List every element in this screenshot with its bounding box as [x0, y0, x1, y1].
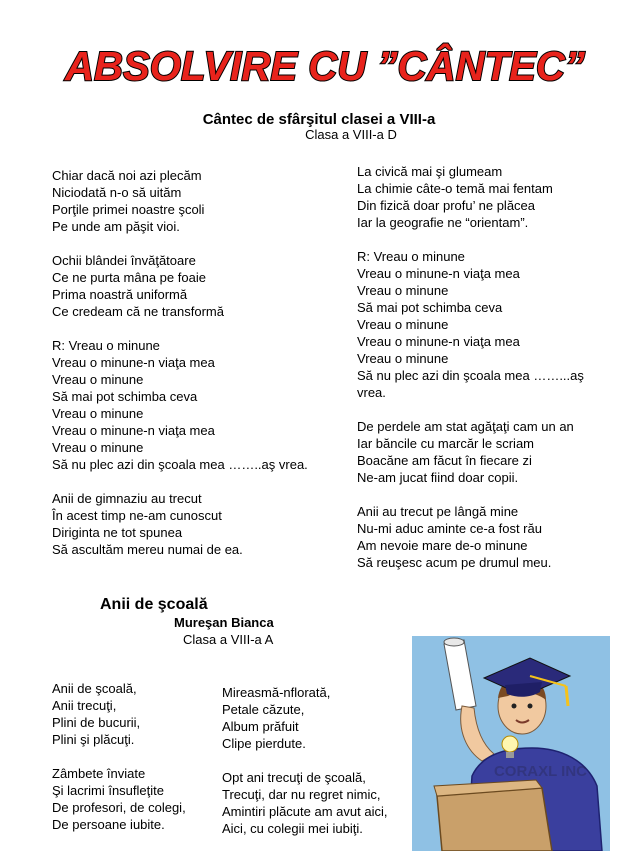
stanza [52, 765, 222, 833]
poem-line: Să ascultăm mereu numai de ea. [52, 542, 243, 557]
banner-title [60, 36, 590, 92]
poem-line: Vreau o minune-n viaţa mea [357, 334, 520, 349]
poem-line: În acest timp ne-am cunoscut [52, 508, 222, 523]
poem-line: Vreau o minune [357, 351, 449, 366]
poem-line: Petale căzute, [222, 702, 305, 717]
poem-line: Album prăfuit [222, 719, 299, 734]
poem2-title: Anii de şcoală [100, 596, 208, 613]
poem-line: Ce ne purta mâna pe foaie [52, 270, 206, 285]
poem1-left-column [52, 167, 342, 575]
song-subtitle: Cântec de sfârşitul clasei a VIII-a [202, 111, 436, 128]
poem-line: Să mai pot schimba ceva [357, 300, 503, 315]
poem-line: Trecuţi, dar nu regret nimic, [222, 787, 381, 802]
stanza [52, 680, 222, 748]
poem-line: Plini de bucurii, [52, 715, 141, 730]
poem-line: R: Vreau o minune [357, 249, 465, 264]
poem-line: Pe unde am păşit vioi. [52, 219, 180, 234]
poem-line: Anii de gimnaziu au trecut [52, 491, 202, 506]
poem-line: Iar la geografie ne “orientam”. [357, 215, 529, 230]
stanza [52, 252, 342, 320]
poem-line: Amintiri plăcute am avut aici, [222, 804, 388, 819]
poem-line: Porţile primei noastre şcoli [52, 202, 205, 217]
poem-line: Din fizică doar profu’ ne plăcea [357, 198, 536, 213]
poem-line: Am nevoie mare de-o minune [357, 538, 528, 553]
poem-line: Opt ani trecuţi de şcoală, [222, 770, 366, 785]
poem-line: Iar băncile cu marcăr le scriam [357, 436, 534, 451]
poem2-left-column [52, 680, 222, 850]
poem2-class-line: Clasa a VIII-a A [183, 632, 274, 647]
clipart-watermark: CORAXL INC [493, 763, 587, 780]
poem-line: Vreau o minune [357, 317, 449, 332]
poem-line: Vreau o minune-n viaţa mea [357, 266, 520, 281]
poem-line: Vreau o minune-n viaţa mea [52, 355, 215, 370]
poem-line: Vreau o minune [52, 406, 144, 421]
graduate-clipart [412, 636, 610, 851]
poem-line: Să nu plec azi din şcoala mea ……...aş vrea. [357, 368, 584, 400]
stanza [52, 337, 342, 473]
box-podium [434, 780, 552, 851]
poem-line: Anii au trecut pe lângă mine [357, 504, 519, 519]
poem-line: La civică mai şi glumeam [357, 164, 503, 179]
poem-line: De persoane iubite. [52, 817, 165, 832]
poem-line: De perdele am stat agăţaţi cam un an [357, 419, 574, 434]
stanza [52, 490, 342, 558]
poem-line: Să mai pot schimba ceva [52, 389, 198, 404]
stanza [222, 769, 412, 837]
poem-line: Niciodată n-o să uităm [52, 185, 182, 200]
poem-line: Vreau o minune-n viaţa mea [52, 423, 215, 438]
poem-line: Anii de şcoală, [52, 681, 137, 696]
poem-line: Aici, cu colegii mei iubiţi. [222, 821, 363, 836]
poem-line: Boacăne am făcut în fiecare zi [357, 453, 532, 468]
poem-line: La chimie câte-o temă mai fentam [357, 181, 553, 196]
poem-line: Diriginta ne tot spunea [52, 525, 183, 540]
poem-line: Clipe pierdute. [222, 736, 306, 751]
poem-line: Zâmbete înviate [52, 766, 146, 781]
poem-line: Mireasmă-nflorată, [222, 685, 331, 700]
poem-line: R: Vreau o minune [52, 338, 160, 353]
poem-line: Ne-am jucat fiind doar copii. [357, 470, 519, 485]
song-class-line: Clasa a VIII-a D [305, 127, 397, 142]
poem1-right-column [357, 163, 597, 588]
poem-line: Plini şi plăcuţi. [52, 732, 135, 747]
poem-line: Să nu plec azi din şcoala mea ……..aş vrea. [52, 457, 308, 472]
stanza [357, 418, 597, 486]
poem-line: Să reuşesc acum pe drumul meu. [357, 555, 552, 570]
poem-line: Nu-mi aduc aminte ce-a fost rău [357, 521, 542, 536]
stanza [357, 248, 597, 401]
poem-line: Vreau o minune [357, 283, 449, 298]
poem-line: Ce credeam că ne transformă [52, 304, 224, 319]
poem-line: Anii trecuţi, [52, 698, 117, 713]
stanza [52, 167, 342, 235]
poem-line: Prima noastră uniformă [52, 287, 188, 302]
poem-line: Şi lacrimi însufleţite [52, 783, 164, 798]
poem2-right-column [222, 684, 412, 854]
stanza [357, 503, 597, 571]
poem-line: Vreau o minune [52, 372, 144, 387]
banner-title-text: ABSOLVIRE CU ”CÂNTEC” [64, 43, 586, 89]
poem-line: Chiar dacă noi azi plecăm [52, 168, 202, 183]
poem-line: Vreau o minune [52, 440, 144, 455]
poem2-author: Mureşan Bianca [174, 615, 274, 630]
poem-line: Ochii blândei învăţătoare [52, 253, 196, 268]
poem-line: De profesori, de colegi, [52, 800, 186, 815]
stanza [222, 684, 412, 752]
stanza [357, 163, 597, 231]
